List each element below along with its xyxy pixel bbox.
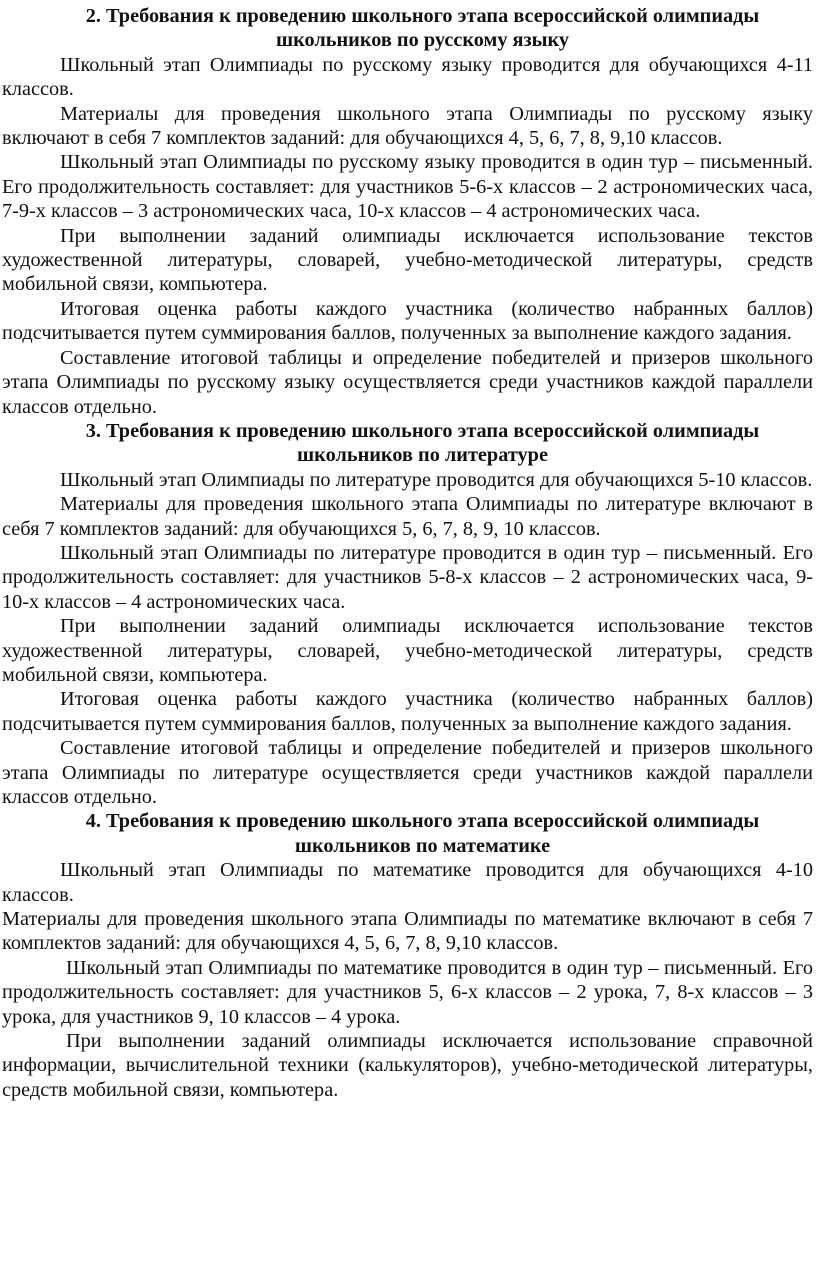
paragraph: При выполнении заданий олимпиады исключается использование справочной информации, вычислительной техники (калькуляторов), учебно-методической литературы, средств мобильной связи, компьютера. xyxy=(2,1030,813,1101)
paragraph: Школьный этап Олимпиады по математике проводится в один тур – письменный. Его продолжительность составляет: для участников 5, 6-х классов – 2 урока, 7, 8-х классов – 3 урока, для участников 9, 10 классов – 4 урока. xyxy=(2,956,813,1028)
paragraph: Итоговая оценка работы каждого участника (количество набранных баллов) подсчитывается путем суммирования баллов, полученных за выполнение каждого задания. xyxy=(2,688,813,735)
paragraph: При выполнении заданий олимпиады исключается использование текстов художественной литературы, словарей, учебно-методической литературы, средств мобильной связи, компьютера. xyxy=(2,615,813,686)
paragraph: При выполнении заданий олимпиады исключается использование текстов художественной литературы, словарей, учебно-методической литературы, средств мобильной связи, компьютера. xyxy=(2,224,813,296)
paragraph: Материалы для проведения школьного этапа Олимпиады по литературе включают в себя 7 комплектов заданий: для обучающихся 5, 6, 7, 8, 9, 10 классов. xyxy=(2,493,813,540)
paragraph: Школьный этап Олимпиады по литературе проводится для обучающихся 5-10 классов. xyxy=(60,468,813,491)
paragraph: Школьный этап Олимпиады по русскому языку проводится для обучающихся 4-11 классов. xyxy=(2,53,813,101)
paragraph: Школьный этап Олимпиады по русскому языку проводится в один тур – письменный. Его продолжительность составляет: для участников 5-6-х классов – 2 астрономических часа, 7-9-х классов – 3 астрономических часа, 10-х классов – 4 астрономических часа. xyxy=(2,151,813,223)
section-literature xyxy=(2,419,813,810)
section-heading: 3. Требования к проведению школьного этапа всероссийской олимпиады школьников по литературе xyxy=(85,419,760,467)
paragraph: Составление итоговой таблицы и определение победителей и призеров школьного этапа Олимпиады по литературе осуществляется среди участников каждой параллели классов отдельно. xyxy=(2,737,813,808)
section-russian-language xyxy=(2,4,813,419)
section-mathematics xyxy=(2,809,813,1102)
paragraph: Материалы для проведения школьного этапа Олимпиады по математике включают в себя 7 комплектов заданий: для обучающихся 4, 5, 6, 7, 8, 9,10 классов. xyxy=(2,908,813,955)
paragraph: Материалы для проведения школьного этапа Олимпиады по русскому языку включают в себя 7 комплектов заданий: для обучающихся 4, 5, 6, 7, 8, 9,10 классов. xyxy=(2,102,813,150)
paragraph: Школьный этап Олимпиады по литературе проводится в один тур – письменный. Его продолжительность составляет: для участников 5-8-х классов – 2 астрономических часа, 9-10-х классов – 4 астрономических часа. xyxy=(2,541,813,613)
section-heading: 4. Требования к проведению школьного этапа всероссийской олимпиады школьников по математике xyxy=(85,810,760,857)
paragraph: Школьный этап Олимпиады по математике проводится для обучающихся 4-10 классов. xyxy=(2,859,813,906)
section-heading: 2. Требования к проведению школьного этапа всероссийской олимпиады школьников по русскому языку xyxy=(85,5,760,52)
paragraph: Итоговая оценка работы каждого участника (количество набранных баллов) подсчитывается путем суммирования баллов, полученных за выполнение каждого задания. xyxy=(2,297,813,345)
paragraph: Составление итоговой таблицы и определение победителей и призеров школьного этапа Олимпиады по русскому языку осуществляется среди участников каждой параллели классов отдельно. xyxy=(2,346,813,418)
